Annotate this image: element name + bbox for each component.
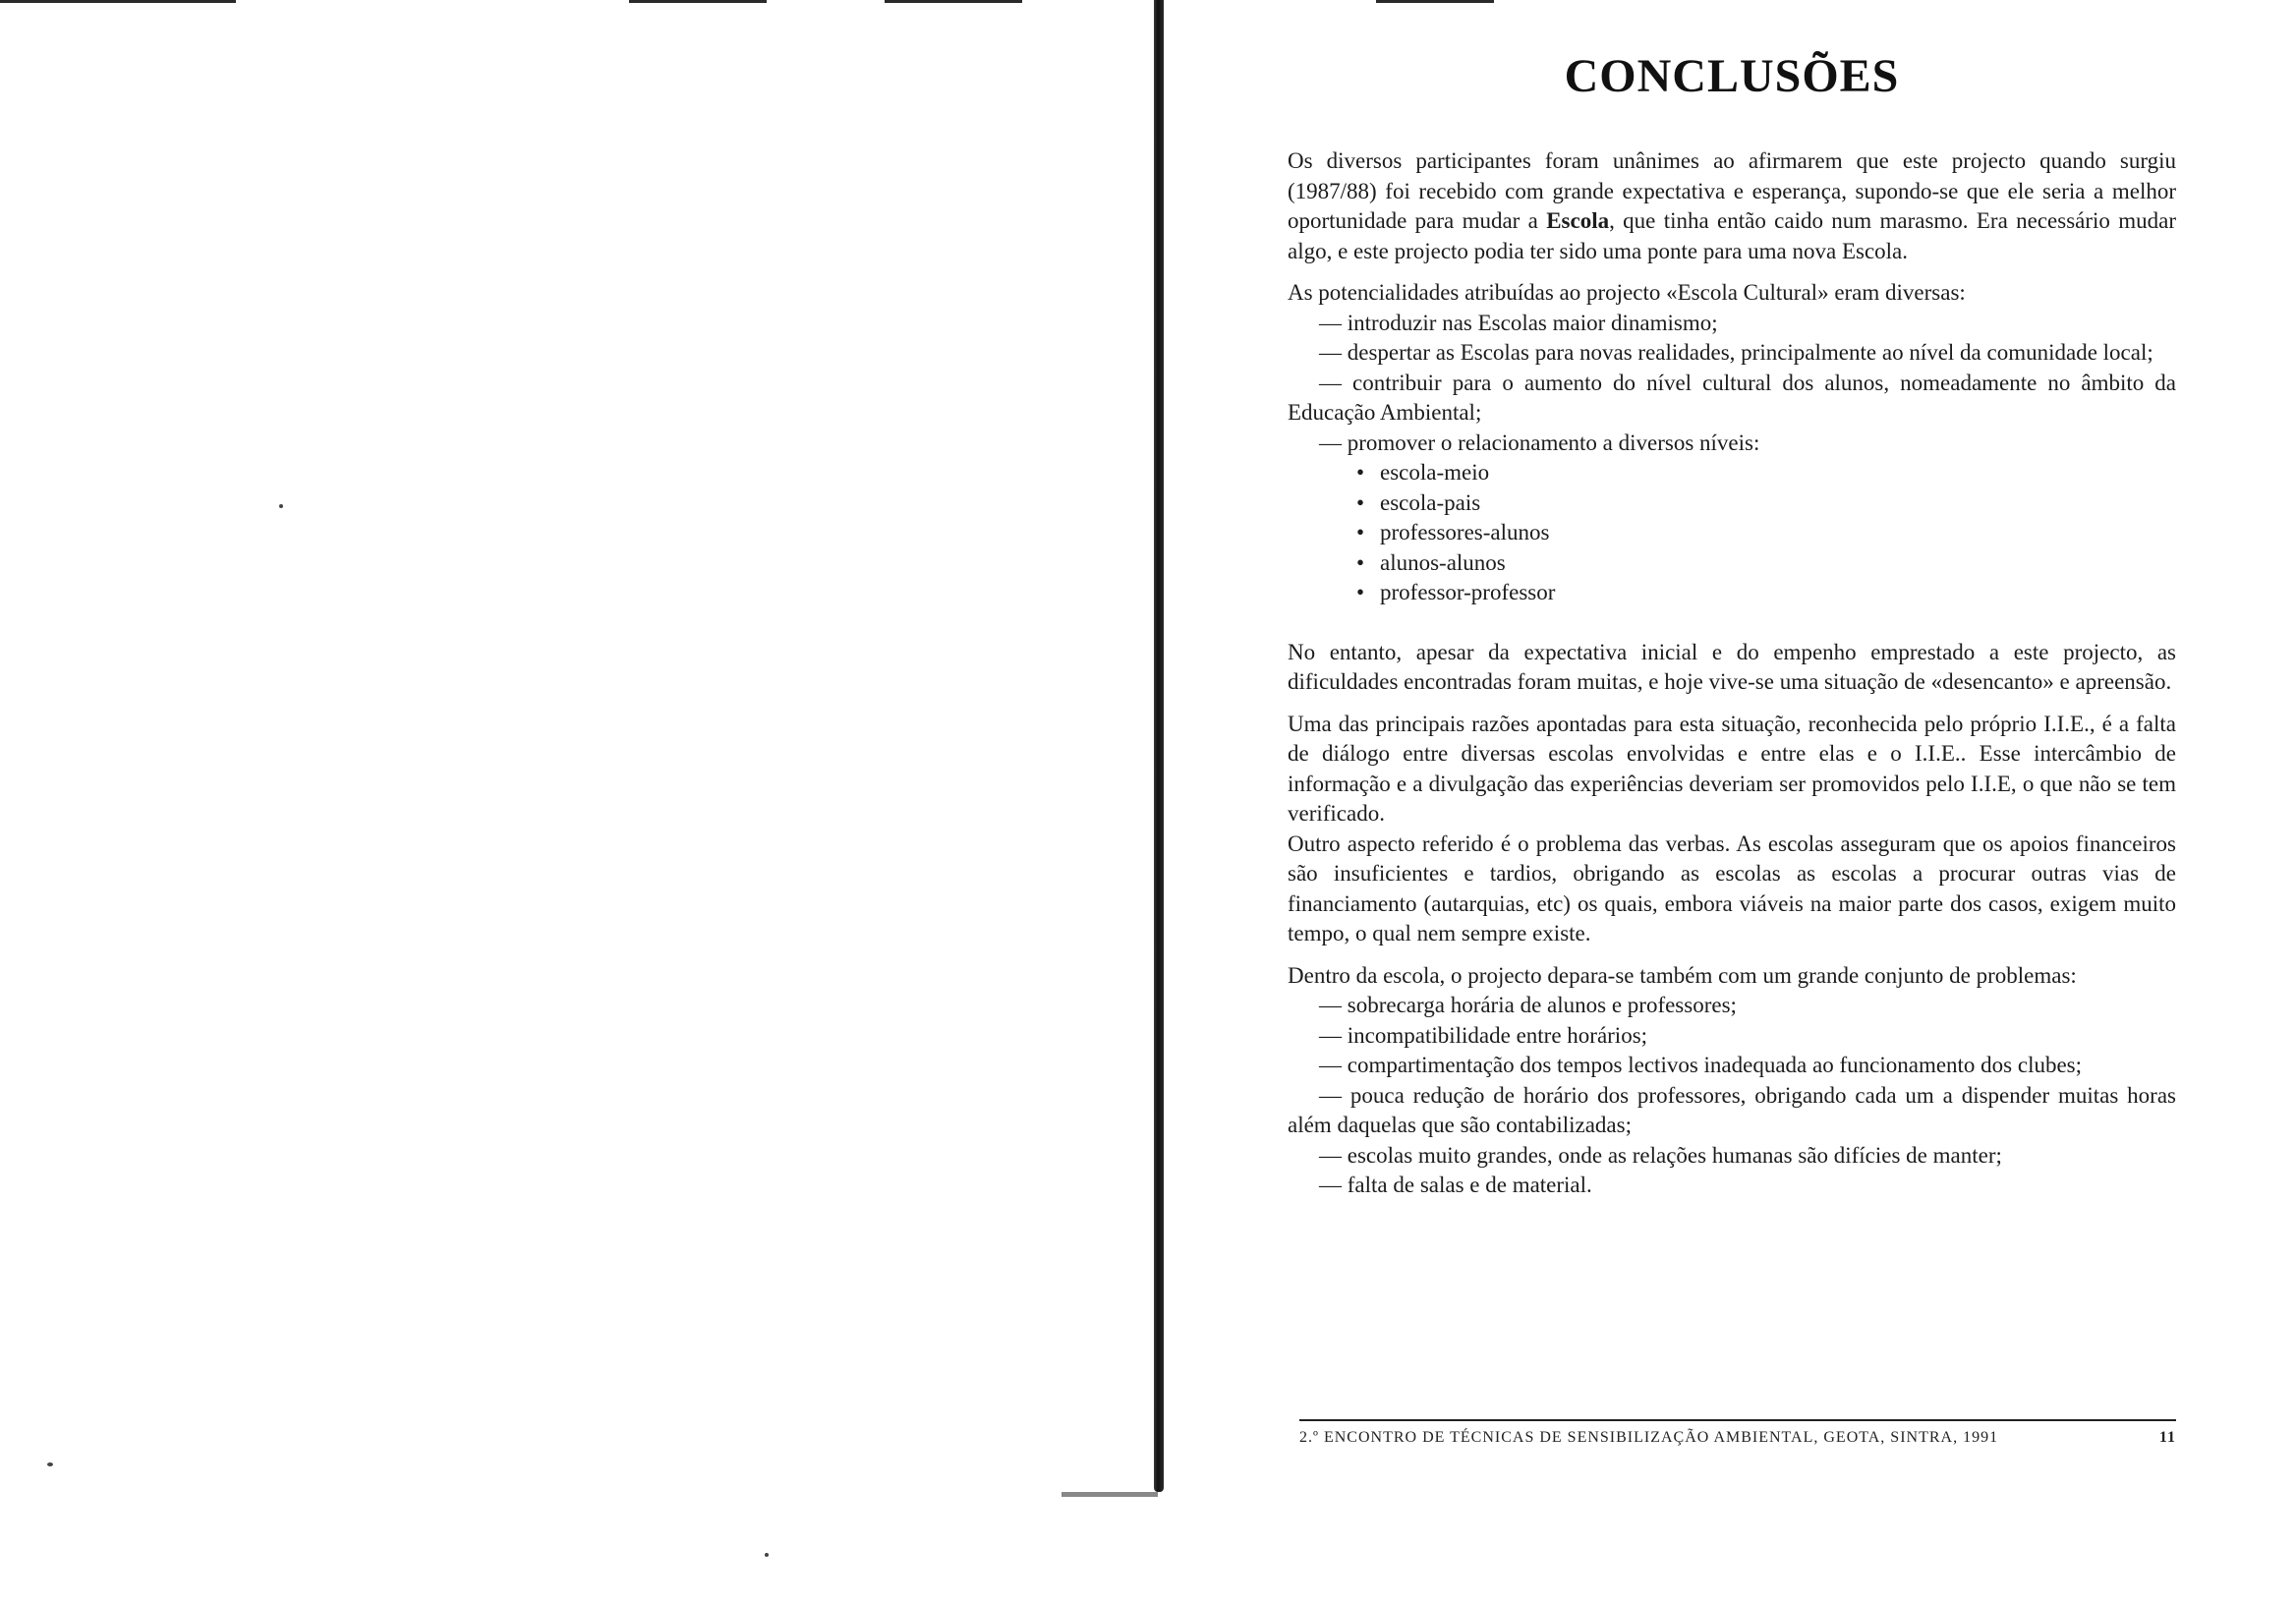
paragraph-intro-text: Os diversos participantes foram unânimes ao afirmarem que este projecto quando surgiu (1987/88) foi recebido com grande expectativa e esperança, supondo-se que ele seria a melhor oportunidade para mudar a — [1288, 148, 2176, 233]
scan-edge-rule — [885, 0, 1022, 3]
page-footer — [1299, 1419, 2176, 1447]
footer-conference-text: 2.º ENCONTRO DE TÉCNICAS DE SENSIBILIZAÇÃO AMBIENTAL, GEOTA, SINTRA, 1991 — [1299, 1429, 1999, 1446]
scan-speck — [47, 1462, 53, 1466]
scan-edge-rule — [629, 0, 767, 3]
problem-item: — pouca redução de horário dos professores, obrigando cada um a dispender muitas horas além daquelas que são contabilizadas; — [1288, 1082, 2176, 1137]
paragraph-intro-bold: Escola — [1546, 208, 1610, 233]
paragraph-funding: Outro aspecto referido é o problema das verbas. As escolas asseguram que os apoios financeiros são insuficientes e tardios, obrigando as escolas as escolas a procurar outras vias de financiamento (autarquias, etc) os quais, embora viáveis na maior parte dos casos, exigem muito tempo, o qual nem sempre existe. — [1288, 831, 2176, 945]
potential-item: — introduzir nas Escolas maior dinamismo; — [1319, 310, 1718, 335]
potential-item: — contribuir para o aumento do nível cultural dos alunos, nomeadamente no âmbito da Educação Ambiental; — [1288, 370, 2176, 425]
paragraph-potentials: As potencialidades atribuídas ao projecto «Escola Cultural» eram diversas: — [1288, 280, 1966, 305]
paragraph-intro-end: , que tinha então caido num marasmo. Era necessário mudar algo, e este projecto podia ter sido uma ponte para uma nova Escola. — [1288, 208, 2176, 263]
potential-item: — despertar as Escolas para novas realidades, principalmente ao nível da comunidade local; — [1319, 340, 2153, 365]
scan-speck — [279, 504, 283, 508]
scan-edge-rule — [1376, 0, 1494, 3]
problem-item: — falta de salas e de material. — [1319, 1173, 1592, 1197]
level-item: • escola-pais — [1356, 488, 2176, 519]
levels-list — [1356, 458, 2176, 608]
scan-edge-rule — [0, 0, 236, 3]
paragraph-dialogue: Uma das principais razões apontadas para esta situação, reconhecida pelo próprio I.I.E., é a falta de diálogo entre diversas escolas envolvidas e entre elas e o I.I.E.. Esse intercâmbio de informação e a divulgação das experiências deveriam ser promovidos pelo I.I.E, o que não se tem verificado. — [1288, 711, 2176, 826]
potential-item: — promover o relacionamento a diversos níveis: — [1319, 430, 1760, 455]
right-page — [1288, 39, 2176, 1201]
spine-smudge — [1062, 1492, 1158, 1497]
paragraph-disenchantment: No entanto, apesar da expectativa inicial e do empenho emprestado a este projecto, as dificuldades encontradas foram muitas, e hoje vive-se uma situação de «desencanto» e apreensão. — [1288, 639, 2176, 694]
page-number: 11 — [2158, 1429, 2176, 1446]
problem-item: — escolas muito grandes, onde as relações humanas são difícies de manter; — [1319, 1142, 2002, 1168]
problem-item: — compartimentação dos tempos lectivos inadequada ao funcionamento dos clubes; — [1319, 1053, 2083, 1077]
level-item: • professor-professor — [1356, 578, 2176, 608]
scan-speck — [765, 1553, 769, 1557]
paragraph-intro — [1288, 146, 2176, 266]
level-item: • professores-alunos — [1356, 518, 2176, 548]
level-item: • alunos-alunos — [1356, 548, 2176, 579]
book-spine-shadow — [1154, 0, 1164, 1492]
level-item: • escola-meio — [1356, 458, 2176, 488]
problem-item: — incompatibilidade entre horários; — [1319, 1022, 1648, 1048]
paragraph-problems: Dentro da escola, o projecto depara-se também com um grande conjunto de problemas: — [1288, 962, 2077, 988]
problem-item: — sobrecarga horária de alunos e professores; — [1319, 993, 1737, 1017]
page-title: CONCLUSÕES — [1564, 50, 1900, 102]
